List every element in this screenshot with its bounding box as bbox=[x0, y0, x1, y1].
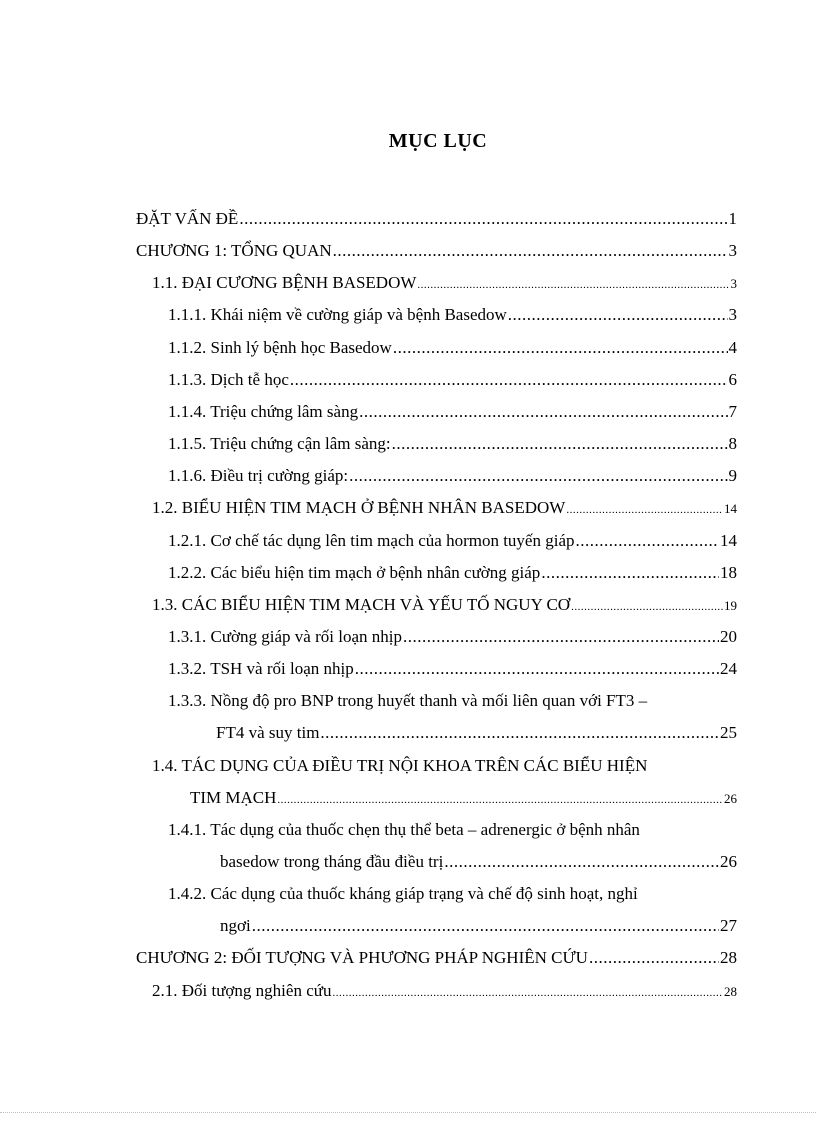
toc-entry-label: TIM MẠCH bbox=[190, 788, 277, 807]
toc-entry-page: 3 bbox=[730, 276, 737, 291]
toc-entry-label: ngơi bbox=[220, 916, 251, 935]
dot-leader bbox=[332, 983, 723, 1003]
dot-leader bbox=[576, 531, 720, 551]
toc-entry-first-line: 1.3.3. Nồng độ pro BNP trong huyết thanh và mối liên quan với FT3 – bbox=[168, 691, 648, 710]
toc-entry-page: 27 bbox=[720, 916, 737, 935]
dot-leader bbox=[359, 402, 727, 422]
toc-entry-page: 26 bbox=[720, 852, 737, 871]
toc-entry[interactable] bbox=[216, 723, 737, 743]
dot-leader bbox=[566, 500, 723, 520]
dot-leader bbox=[333, 241, 728, 261]
toc-entry-page: 7 bbox=[728, 402, 737, 421]
toc-entry-label: 1.3.2. TSH và rối loạn nhịp bbox=[168, 659, 354, 678]
toc-entry-page: 8 bbox=[728, 434, 737, 453]
toc-entry[interactable] bbox=[190, 788, 737, 810]
toc-entry[interactable] bbox=[152, 498, 737, 520]
toc-entry[interactable] bbox=[136, 209, 737, 229]
toc-entry-page: 6 bbox=[728, 370, 737, 389]
toc-entry-label: 1.2. BIỂU HIỆN TIM MẠCH Ở BỆNH NHÂN BASEDOW bbox=[152, 498, 566, 517]
toc-entry-page: 1 bbox=[728, 209, 737, 228]
toc-entry[interactable] bbox=[168, 563, 737, 583]
toc-entry[interactable] bbox=[168, 305, 737, 325]
toc-entry[interactable] bbox=[152, 273, 737, 295]
dot-leader bbox=[508, 305, 728, 325]
dot-leader bbox=[239, 209, 727, 229]
toc-entry[interactable] bbox=[168, 466, 737, 486]
toc-entry[interactable] bbox=[220, 916, 737, 936]
bottom-divider bbox=[0, 1112, 816, 1113]
dot-leader bbox=[417, 275, 729, 295]
page-title: MỤC LỤC bbox=[388, 130, 488, 152]
toc-entry-page: 20 bbox=[720, 627, 737, 646]
toc-entry-first-line: 1.4.1. Tác dụng của thuốc chẹn thụ thể beta – adrenergic ở bệnh nhân bbox=[168, 820, 640, 839]
dot-leader bbox=[355, 659, 719, 679]
toc-entry-page: 4 bbox=[728, 338, 737, 357]
toc-entry-label: ĐẶT VẤN ĐỀ bbox=[136, 209, 239, 228]
dot-leader bbox=[349, 466, 727, 486]
toc-entry-label: 1.1.3. Dịch tễ học bbox=[168, 370, 289, 389]
toc-entry-page: 9 bbox=[728, 466, 737, 485]
toc-entry-first-line: 1.4.2. Các dụng của thuốc kháng giáp trạng và chế độ sinh hoạt, nghỉ bbox=[168, 884, 638, 903]
toc-entry-label: basedow trong tháng đầu điều trị bbox=[220, 852, 444, 871]
toc-entry[interactable] bbox=[152, 595, 737, 617]
toc-entry-label: CHƯƠNG 1: TỔNG QUAN bbox=[136, 241, 332, 260]
toc-entry[interactable] bbox=[136, 241, 737, 261]
dot-leader bbox=[290, 370, 728, 390]
toc-entry[interactable] bbox=[168, 659, 737, 679]
dot-leader bbox=[571, 597, 723, 617]
toc-entry-page: 26 bbox=[724, 791, 737, 806]
toc-entry-label: CHƯƠNG 2: ĐỐI TƯỢNG VÀ PHƯƠNG PHÁP NGHIÊN CỨU bbox=[136, 948, 588, 967]
toc-entry-label: 1.1.2. Sinh lý bệnh học Basedow bbox=[168, 338, 392, 357]
dot-leader bbox=[589, 948, 719, 968]
toc-entry-label: 1.2.1. Cơ chế tác dụng lên tim mạch của hormon tuyến giáp bbox=[168, 531, 575, 550]
toc-entry[interactable] bbox=[168, 531, 737, 551]
toc-entry[interactable] bbox=[168, 338, 737, 358]
toc-entry-page: 3 bbox=[728, 305, 737, 324]
dot-leader bbox=[392, 434, 728, 454]
toc-entry[interactable] bbox=[168, 627, 737, 647]
toc-entry-label: FT4 và suy tim bbox=[216, 723, 320, 742]
toc-entry-label: 1.1. ĐẠI CƯƠNG BỆNH BASEDOW bbox=[152, 273, 417, 292]
toc-entry[interactable] bbox=[168, 434, 737, 454]
dot-leader bbox=[393, 338, 728, 358]
toc-entry-page: 25 bbox=[720, 723, 737, 742]
toc-entry-page: 19 bbox=[724, 598, 737, 613]
dot-leader bbox=[541, 563, 719, 583]
toc-entry-label: 1.1.5. Triệu chứng cận lâm sàng: bbox=[168, 434, 391, 453]
toc-entry[interactable] bbox=[168, 402, 737, 422]
toc-entry-page: 24 bbox=[720, 659, 737, 678]
toc-entry-page: 28 bbox=[720, 948, 737, 967]
toc-entry-first-line: 1.4. TÁC DỤNG CỦA ĐIỀU TRỊ NỘI KHOA TRÊN CÁC BIỂU HIỆN bbox=[152, 756, 648, 775]
dot-leader bbox=[403, 627, 719, 647]
dot-leader bbox=[320, 723, 719, 743]
toc-entry-page: 14 bbox=[724, 501, 737, 516]
toc-entry-label: 1.2.2. Các biểu hiện tim mạch ở bệnh nhân cường giáp bbox=[168, 563, 541, 582]
toc-entry-page: 14 bbox=[720, 531, 737, 550]
toc-entry-page: 3 bbox=[728, 241, 737, 260]
toc-entry-page: 28 bbox=[724, 984, 737, 999]
toc-entry-label: 2.1. Đối tượng nghiên cứu bbox=[152, 981, 332, 1000]
dot-leader bbox=[252, 916, 719, 936]
toc-entry-label: 1.1.6. Điều trị cường giáp: bbox=[168, 466, 349, 485]
toc-entry[interactable] bbox=[220, 852, 737, 872]
toc-entry-label: 1.1.4. Triệu chứng lâm sàng bbox=[168, 402, 359, 421]
toc-entry-label: 1.3. CÁC BIỂU HIỆN TIM MẠCH VÀ YẾU TỐ NGUY CƠ bbox=[152, 595, 571, 614]
toc-entry[interactable] bbox=[168, 370, 737, 390]
toc-entry-page: 18 bbox=[720, 563, 737, 582]
toc-entry[interactable] bbox=[152, 981, 737, 1003]
toc-entry[interactable] bbox=[136, 948, 737, 968]
toc-entry-label: 1.3.1. Cường giáp và rối loạn nhịp bbox=[168, 627, 402, 646]
toc-entry-label: 1.1.1. Khái niệm về cường giáp và bệnh Basedow bbox=[168, 305, 507, 324]
dot-leader bbox=[444, 852, 719, 872]
dot-leader bbox=[277, 790, 723, 810]
